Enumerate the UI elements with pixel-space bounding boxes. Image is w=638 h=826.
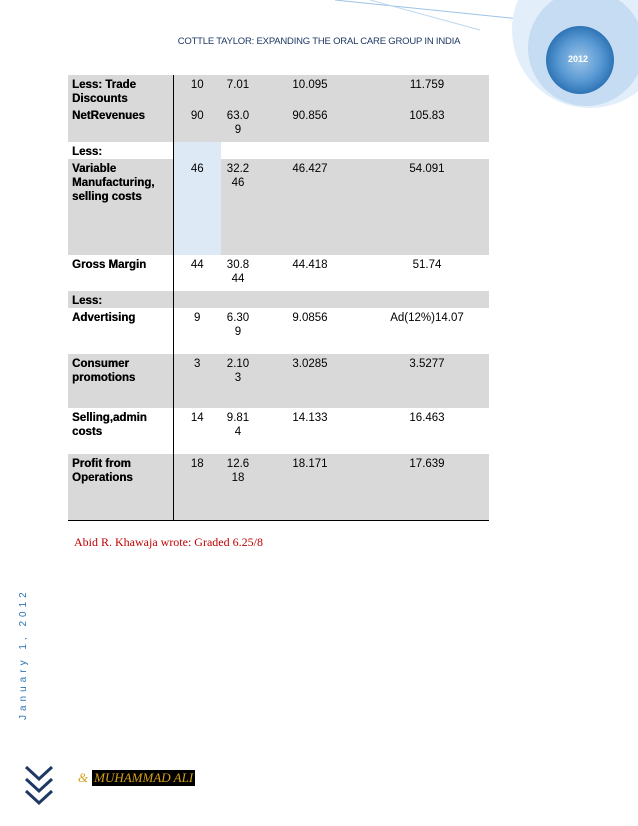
cell: 12.6 18 bbox=[221, 454, 255, 520]
cell: 54.091 bbox=[365, 159, 489, 255]
row-label: Variable Manufacturing, selling costs bbox=[68, 159, 173, 255]
cell: 11.759 bbox=[365, 75, 489, 106]
cell: 14.133 bbox=[292, 412, 328, 424]
cell: 18 bbox=[173, 454, 221, 520]
cell: 9.0856 bbox=[292, 312, 328, 324]
cell: 18.171 bbox=[255, 454, 365, 520]
cell bbox=[221, 142, 255, 159]
cell: 9 bbox=[173, 308, 221, 354]
grader-note: Abid R. Khawaja wrote: Graded 6.25/8 bbox=[74, 535, 263, 549]
cell: 6.30 9 bbox=[226, 312, 250, 338]
table-row bbox=[68, 142, 489, 159]
table-row bbox=[68, 354, 489, 408]
row-label: Less: Trade Discounts bbox=[68, 75, 173, 106]
cell: 3.0285 bbox=[255, 354, 365, 408]
cell: 14 bbox=[173, 408, 221, 454]
table-row bbox=[68, 106, 489, 142]
cell: 10.095 bbox=[255, 75, 365, 106]
author-name: MUHAMMAD ALI bbox=[94, 770, 194, 785]
income-statement-table bbox=[68, 75, 489, 521]
cell: 9.81 4 bbox=[226, 412, 250, 438]
row-label: Selling,admin costs bbox=[72, 412, 147, 438]
cell: 3.5277 bbox=[365, 354, 489, 408]
cell: 44.418 bbox=[292, 259, 328, 271]
table-row bbox=[68, 454, 489, 520]
cell: 7.01 bbox=[221, 75, 255, 106]
table-row bbox=[68, 408, 489, 454]
table-row bbox=[68, 159, 489, 255]
table-row bbox=[68, 291, 489, 308]
cell: 30.8 44 bbox=[226, 259, 250, 285]
cell: 44 bbox=[173, 255, 221, 291]
cell bbox=[173, 291, 221, 308]
table-row bbox=[68, 308, 489, 354]
table-row bbox=[68, 255, 489, 291]
cell: 46 bbox=[173, 159, 221, 255]
row-label: NetRevenues bbox=[68, 106, 173, 142]
cell bbox=[255, 291, 365, 308]
cell: 51.74 bbox=[412, 259, 442, 271]
date-sidebar: January 1, 2012 bbox=[18, 588, 29, 720]
author-signature bbox=[78, 770, 195, 786]
row-label: Less: bbox=[72, 146, 103, 158]
row-label: Gross Margin bbox=[72, 259, 147, 271]
row-label: Advertising bbox=[72, 312, 136, 324]
cell: 3 bbox=[173, 354, 221, 408]
cell: 17.639 bbox=[365, 454, 489, 520]
row-label: Less: bbox=[68, 291, 173, 308]
cell: 63.0 9 bbox=[221, 106, 255, 142]
cell: 10 bbox=[173, 75, 221, 106]
page-header-title: COTTLE TAYLOR: EXPANDING THE ORAL CARE GROUP IN INDIA bbox=[177, 36, 461, 47]
cell bbox=[221, 291, 255, 308]
cell: 46.427 bbox=[255, 159, 365, 255]
cell: 2.10 3 bbox=[221, 354, 255, 408]
cell: 16.463 bbox=[409, 412, 445, 424]
cell bbox=[173, 142, 221, 159]
row-label: Consumer promotions bbox=[68, 354, 173, 408]
ampersand: & bbox=[78, 770, 89, 785]
cell: 90.856 bbox=[255, 106, 365, 142]
cell: 105.83 bbox=[365, 106, 489, 142]
cell: 90 bbox=[173, 106, 221, 142]
cell bbox=[365, 291, 489, 308]
row-label: Profit from Operations bbox=[68, 454, 173, 520]
table-row bbox=[68, 75, 489, 106]
cell bbox=[365, 142, 489, 159]
cell bbox=[255, 142, 365, 159]
cell: 32.2 46 bbox=[221, 159, 255, 255]
cell: Ad(12%)14.07 bbox=[390, 312, 464, 324]
chevron-down-icon bbox=[24, 765, 54, 809]
year-badge: 2012 bbox=[567, 54, 589, 64]
